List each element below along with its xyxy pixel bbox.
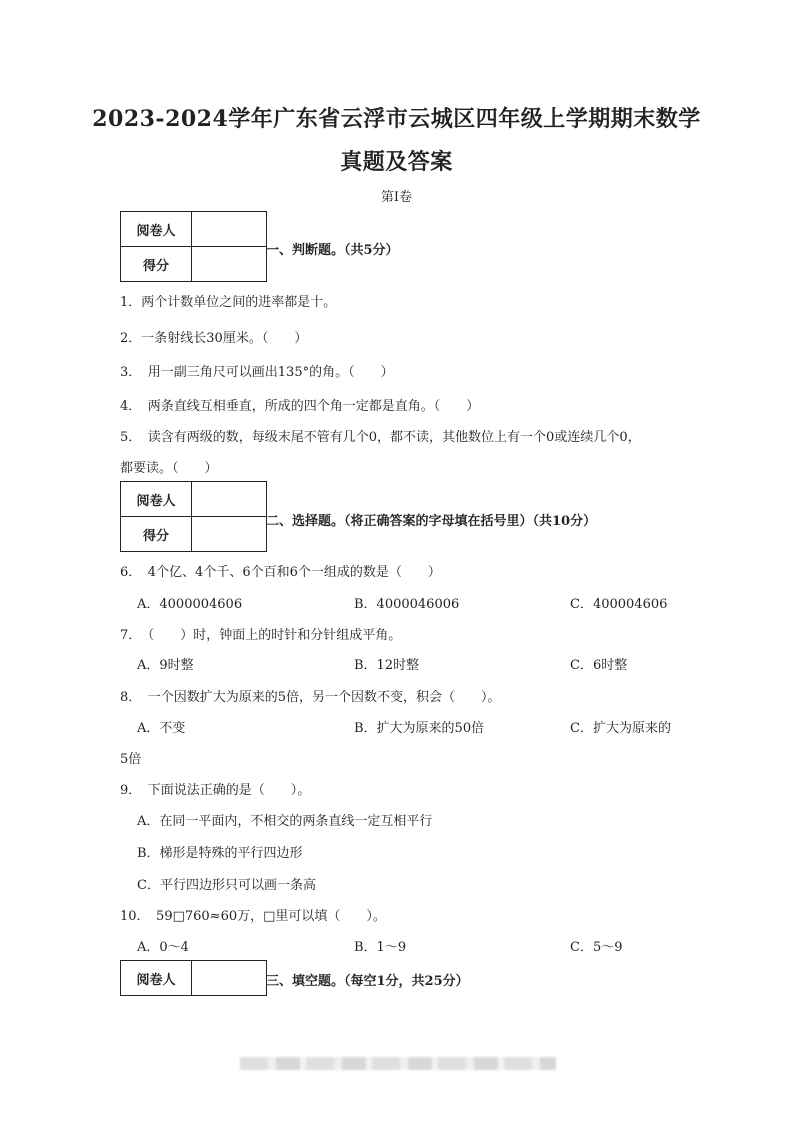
question-7-option-a: A．9时整 [137, 658, 194, 673]
question-10-option-a: A．0～4 [137, 940, 189, 955]
reviewer-blank [192, 482, 267, 517]
volume-label: 第Ⅰ卷 [380, 190, 413, 205]
question-10-option-b: B．1～9 [354, 940, 407, 955]
page-title: 2023-2024学年广东省云浮市云城区四年级上学期期末数学 [92, 106, 701, 132]
question-6-option-b: B．4000046006 [354, 597, 460, 612]
question-8-option-c: C．扩大为原来的 [570, 721, 671, 736]
question-5-continued: 都要读。（ ） [120, 461, 218, 476]
grader-box-2 [120, 481, 267, 552]
question-2: 2．一条射线长30厘米。（ ） [120, 331, 308, 346]
blurred-footer-watermark [240, 1057, 556, 1070]
score-blank [192, 517, 267, 552]
score-label: 得分 [121, 247, 192, 282]
page-title-continued: 真题及答案 [340, 149, 453, 175]
question-6-option-a: A．4000004606 [137, 597, 243, 612]
grader-box-3 [120, 960, 267, 996]
question-8: 8． 一个因数扩大为原来的5倍，另一个因数不变，积会（ ）。 [120, 690, 501, 705]
question-4: 4． 两条直线互相垂直，所成的四个角一定都是直角。（ ） [120, 399, 480, 414]
question-9-option-c: C．平行四边形只可以画一条高 [137, 878, 316, 893]
question-1: 1．两个计数单位之间的进率都是十。 [120, 295, 337, 310]
score-label: 得分 [121, 517, 192, 552]
grader-box-1 [120, 211, 267, 282]
question-9-option-a: A．在同一平面内，不相交的两条直线一定互相平行 [137, 814, 433, 829]
question-9: 9． 下面说法正确的是（ ）。 [120, 783, 311, 798]
question-7-option-c: C．6时整 [570, 658, 628, 673]
reviewer-label: 阅卷人 [121, 482, 192, 517]
question-8-option-b: B．扩大为原来的50倍 [354, 721, 485, 736]
question-10-option-c: C．5～9 [570, 940, 623, 955]
question-8-option-c-continued: 5倍 [120, 752, 142, 767]
reviewer-blank [192, 212, 267, 247]
question-3: 3． 用一副三角尺可以画出135°的角。（ ） [120, 365, 394, 380]
question-10: 10． 59□760≈60万，□里可以填（ ）。 [120, 909, 386, 924]
question-7-option-b: B．12时整 [354, 658, 420, 673]
score-blank [192, 247, 267, 282]
question-6-option-c: C．400004606 [570, 597, 668, 612]
reviewer-label: 阅卷人 [121, 961, 192, 996]
section-heading-3: 三、填空题。（每空1分，共25分） [266, 974, 469, 989]
section-heading-2: 二、选择题。（将正确答案的字母填在括号里）（共10分） [266, 514, 597, 529]
reviewer-label: 阅卷人 [121, 212, 192, 247]
question-7: 7． （ ）时，钟面上的时针和分针组成平角。 [120, 628, 402, 643]
section-heading-1: 一、判断题。（共5分） [266, 243, 399, 258]
question-8-option-a: A．不变 [137, 721, 186, 736]
reviewer-blank [192, 961, 267, 996]
question-9-option-b: B．梯形是特殊的平行四边形 [137, 846, 303, 861]
question-5: 5． 读含有两级的数，每级末尾不管有几个0，都不读，其他数位上有一个0或连续几个0， [120, 430, 641, 445]
question-6: 6． 4个亿、4个千、6个百和6个一组成的数是（ ） [120, 565, 441, 580]
